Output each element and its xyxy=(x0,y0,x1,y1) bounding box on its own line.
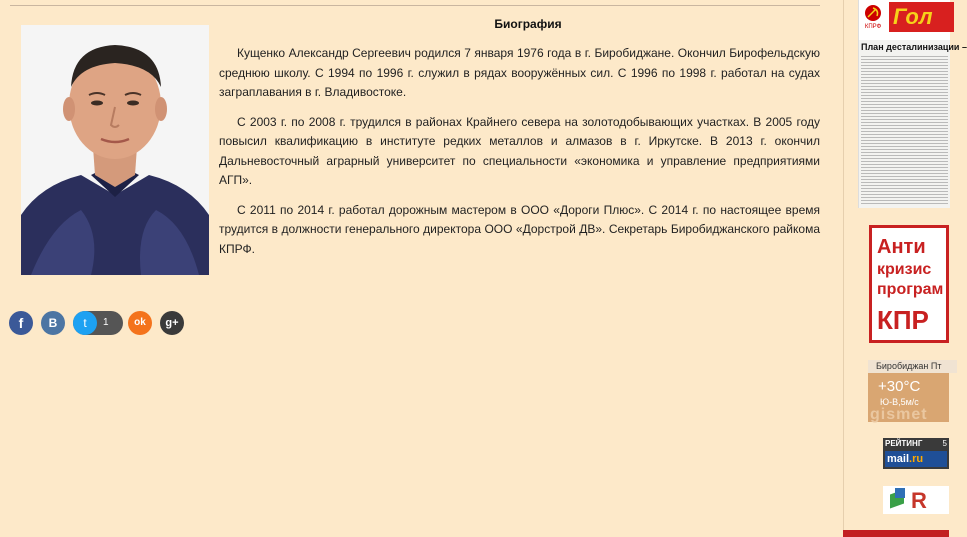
google-plus-share-button[interactable] xyxy=(160,311,184,335)
odnoklassniki-icon: ok xyxy=(134,317,146,328)
weather-brand: gismet xyxy=(870,406,928,423)
mailru-brand-main: mail xyxy=(887,453,910,465)
sidebar-divider xyxy=(843,0,844,537)
weather-wind: Ю-В,5м/с xyxy=(880,397,919,407)
newspaper-headline: План деcталинизации – xyxy=(861,42,967,52)
site-counter[interactable] xyxy=(883,486,949,514)
counter-logo-icon-part xyxy=(895,488,905,498)
anti-crisis-program-banner[interactable] xyxy=(869,225,949,343)
newspaper-logo: Гол xyxy=(889,2,954,32)
weather-widget[interactable] xyxy=(868,360,949,422)
mailru-rating-counter[interactable] xyxy=(883,438,949,469)
banner-line: Анти xyxy=(877,236,926,258)
biography-text xyxy=(219,44,820,269)
rating-label: РЕЙТИНГ xyxy=(885,439,923,448)
footer-bar xyxy=(843,530,949,537)
portrait-image xyxy=(21,25,209,275)
mailru-logo xyxy=(885,451,947,467)
google-plus-icon: g+ xyxy=(165,317,179,329)
newspaper-text-columns xyxy=(861,56,948,204)
weather-city: Биробиджан Пт xyxy=(868,360,957,373)
twitter-icon-circle xyxy=(73,311,97,335)
page-title: Биография xyxy=(494,17,562,31)
vk-share-button[interactable] xyxy=(41,311,65,335)
facebook-share-button[interactable] xyxy=(9,311,33,335)
weather-temperature: +30°C xyxy=(878,378,921,395)
party-label: КПРФ xyxy=(864,24,882,30)
top-divider xyxy=(10,5,820,6)
bio-paragraph: Кущенко Александр Сергеевич родился 7 января 1976 года в г. Биробиджане. Окончил Бирофельдскую среднюю школу. С 1994 по 1996 г. служил в рядах вооружённых сил. С 1996 по 1998 г. работал на судах заграплавания в г. Владивостоке. xyxy=(219,46,820,99)
counter-text: R xyxy=(911,488,927,513)
mailru-brand-dot: .ru xyxy=(909,453,924,465)
twitter-share-count: 1 xyxy=(103,317,109,328)
facebook-icon: f xyxy=(18,315,24,331)
newspaper-header xyxy=(859,0,950,40)
odnoklassniki-share-button[interactable] xyxy=(128,311,152,335)
twitter-icon: t xyxy=(83,316,87,330)
twitter-share-button[interactable] xyxy=(73,311,123,335)
party-emblem xyxy=(861,4,885,34)
banner-line: кризис xyxy=(877,261,932,278)
vk-icon: B xyxy=(48,316,58,330)
rating-number: 5 xyxy=(942,439,947,448)
banner-line: КПР xyxy=(877,305,929,335)
newspaper-banner[interactable] xyxy=(858,0,967,208)
hammer-sickle-icon xyxy=(861,4,885,22)
bio-paragraph: С 2011 по 2014 г. работал дорожным мастером в ООО «Дороги Плюс». С 2014 г. по настоящее время трудится в должности генерального директора ООО «Дорстрой ДВ». Секретарь Биробиджанского райкома КПРФ. xyxy=(219,202,820,256)
banner-line: програм xyxy=(877,281,944,298)
bio-paragraph: С 2003 г. по 2008 г. трудился в районах Крайнего севера на золотодобывающих участках. В 2005 году повысил квалификацию в институте редких металлов и алмазов в г. Иркутске. В 2013 г. окончил Дальневосточный аграрный университет по специальности «экономика и управление предприятиями АГП». xyxy=(219,114,820,187)
portrait-photo xyxy=(21,25,209,275)
